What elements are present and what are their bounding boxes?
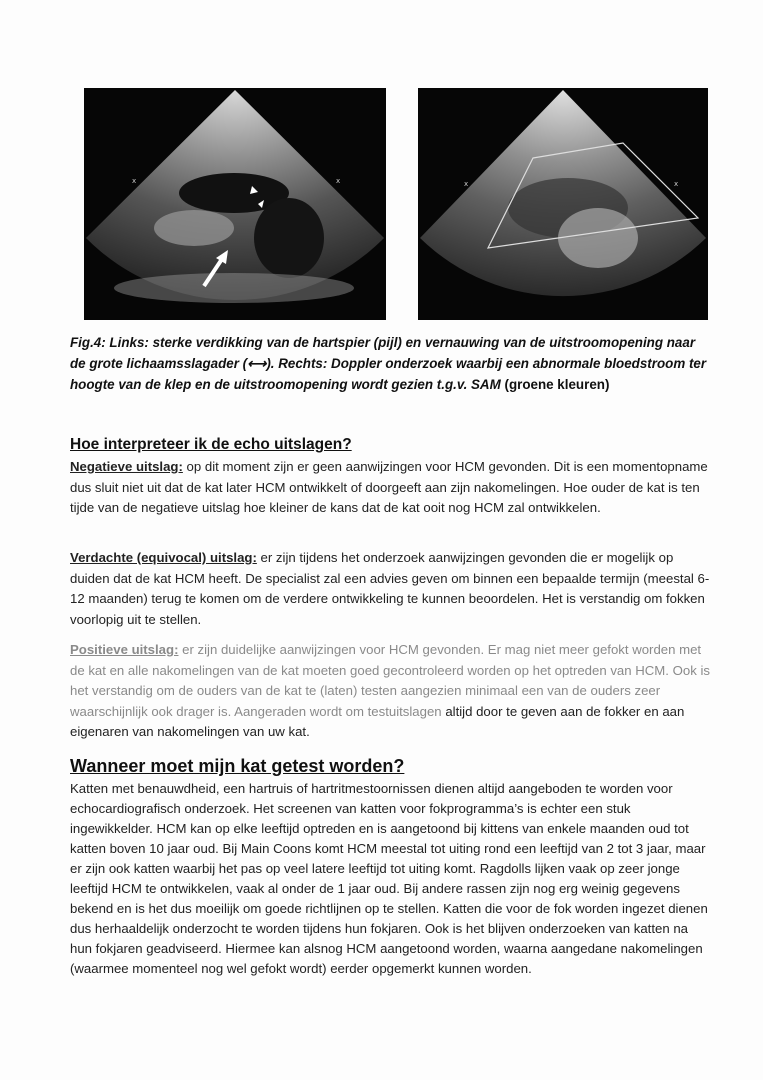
ultrasound-right-graphic	[418, 88, 708, 320]
ultrasound-image-right	[418, 88, 708, 320]
text-positive-end: altijd door te geven aan de fokker en aan eigenaren van nakomelingen van uw kat.	[70, 703, 685, 739]
ultrasound-image-left	[84, 88, 386, 320]
text-negative: op dit moment zijn er geen aanwijzingen voor HCM gevonden. Dit is een momentopname dus sluit niet uit dat de kat later HCM ontwikkelt of doorgeeft aan zijn nakomelingen. Hoe ouder de kat is ten tijde van de negatieve uitslag hoe kleiner de kans dat de kat ooit nog HCM zal ontwikkelen.	[70, 459, 708, 515]
text-positive: er zijn duidelijke aanwijzingen voor HCM gevonden. Er mag niet meer gefokt worden met de kat en alle nakomelingen van de kat moeten goed gecontroleerd worden op het optreden van HCM. Ook is het verstandig om de ouders van de kat te (laten) testen aangezien minimaal een van de ouders zeer waarschijnlijk ook drager is. Aangeraden wordt om testuitslagen	[70, 642, 710, 719]
paragraph-when-test: Katten met benauwdheid, een hartruis of hartritmestoornissen dienen altijd aangeboden te worden voor echocardiografisch onderzoek. Het screenen van katten voor fokprogramma’s is echter een stuk ingewikkelder. HCM kan op elke leeftijd optreden en is aangetoond bij kittens van enkele maanden oud tot katten boven 10 jaar oud. Bij Main Coons komt HCM meestal tot uiting rond een leeftijd van 2 tot 3 jaar, maar er zijn ook katten waarbij het pas op veel latere leeftijd tot uiting komt. Ragdolls lijken vaak op zeer jonge leeftijd HCM te ontwikkelen, vaak al onder de 1 jaar oud. Bij andere rassen zijn nog erg weinig gegevens bekend en is het dus moeilijk om goede richtlijnen op te stellen. Katten die voor de fok worden ingezet dienen dus herhaaldelijk onderzocht te worden tijdens hun fokjaren. Ook is het blijven onderzoeken van katten na hun fokjaren geadviseerd. Hiermee kan alsnog HCM aangetoond worden, waarna aangedane nakomelingen (waarmee momenteel nog wel gefokt wordt) eerder opgemerkt kunnen worden.	[70, 781, 708, 976]
paragraph-equivocal	[70, 548, 710, 630]
caption-suffix: (groene kleuren)	[500, 377, 610, 392]
svg-text:x: x	[464, 180, 469, 188]
svg-text:x: x	[674, 180, 679, 188]
label-negative: Negatieve uitslag:	[70, 459, 183, 474]
label-equivocal: Verdachte (equivocal) uitslag:	[70, 550, 257, 565]
text-equivocal: er zijn tijdens het onderzoek aanwijzingen gevonden die er mogelijk op duiden dat de kat HCM heeft. De specialist zal een advies geven om binnen een bepaalde termijn (meestal 6-12 maanden) terug te komen om de verdere ontwikkeling te kunnen beoordelen. Het is verstandig om fokken voorlopig uit te stellen.	[70, 550, 710, 627]
ultrasound-left-graphic	[84, 88, 386, 320]
label-positive: Positieve uitslag:	[70, 642, 179, 657]
paragraph-positive	[70, 640, 710, 743]
section-heading-interpretation: Hoe interpreteer ik de echo uitslagen?	[70, 436, 352, 453]
figure-caption	[70, 332, 710, 395]
svg-text:x: x	[132, 177, 137, 185]
paragraph-negative	[70, 457, 710, 519]
caption-text: Fig.4: Links: sterke verdikking van de hartspier (pijl) en vernauwing van de uitstroomopening naar de grote lichaamsslagader (⟷). Rechts: Doppler onderzoek waarbij een abnormale bloedstroom ter hoogte van de klep en de uitstroomopening wordt gezien t.g.v. SAM	[70, 335, 707, 392]
svg-text:x: x	[336, 177, 341, 185]
section-heading-when-test: Wanneer moet mijn kat getest worden?	[70, 756, 405, 776]
